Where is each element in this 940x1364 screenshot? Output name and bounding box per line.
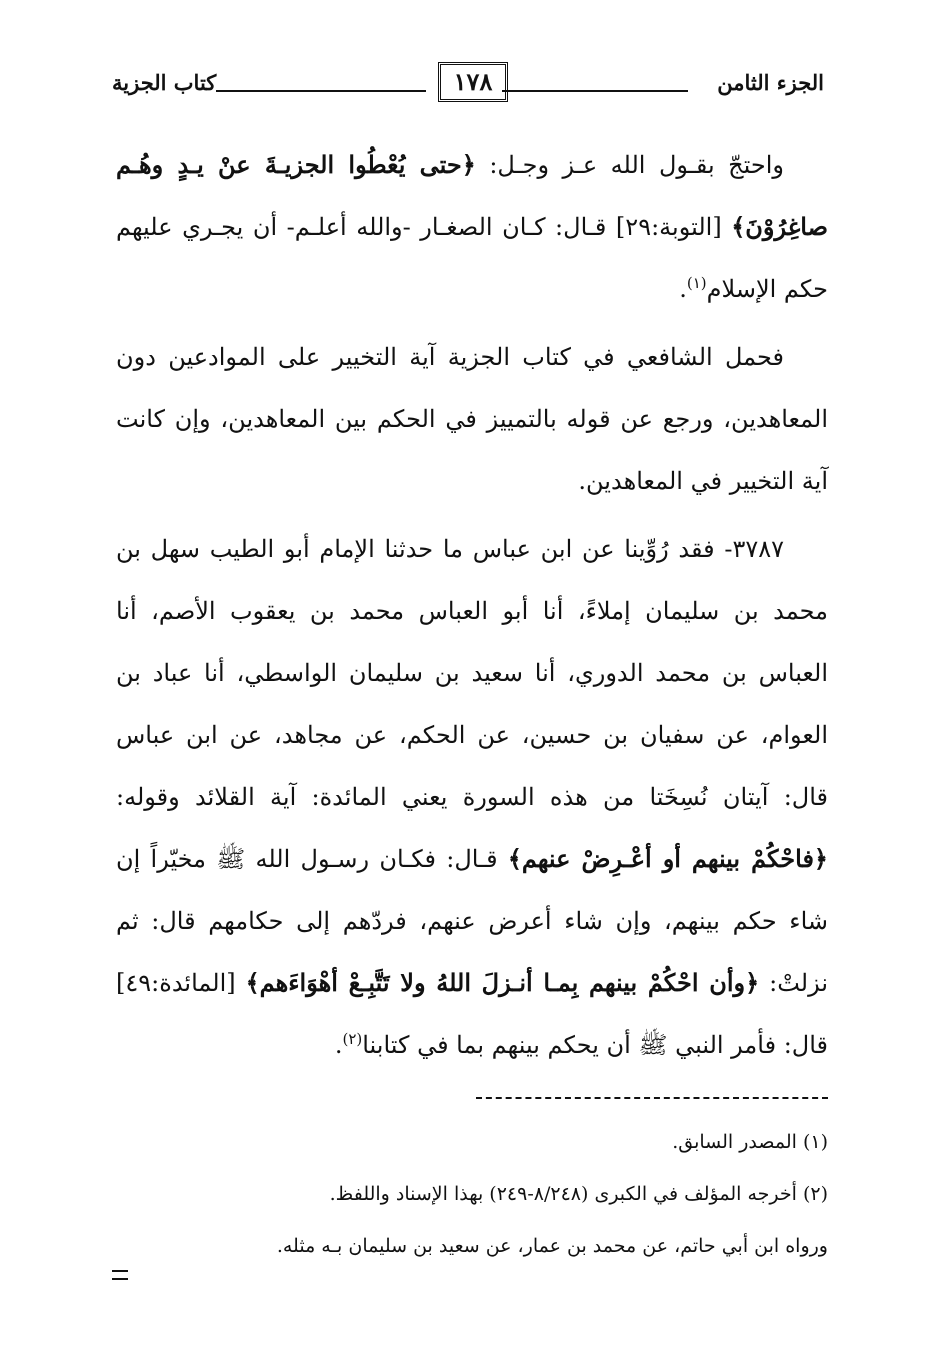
footnote-2-continuation: ورواه ابن أبي حاتم، عن محمد بن عمار، عن سعيد بن سليمان بـه مثله. (276, 1235, 828, 1257)
footnote-separator (476, 1097, 828, 1099)
paragraph-1 (116, 134, 828, 320)
quran-verse-maidah-1: ﴿فاحْكُمْ بينهم أو أعْـرِضْ عنهم﴾ (507, 844, 828, 873)
quran-verse-maidah-2: ﴿وأن احْكُمْ بينهم بِمـا أنـزلَ اللهُ ولا تَتَّبِـعْ أهْوَاءَهم﴾ (245, 968, 760, 997)
p3-end: . (334, 1031, 343, 1059)
quran-verse-tawbah: ﴿حتى يُعْطُوا الجزيـةَ عنْ يـدٍ وهُـم صاغِرُوْنَ﴾ (116, 150, 828, 241)
p3-part2: قـال: فكـان رسـول الله ﷺ مخيّراً إن شاء حكم بينهم، وإن شاء أعرض عنهم، فردّهم إلى حكامهم قال: ثم نزلتْ: (116, 845, 828, 997)
footnotes (116, 1116, 828, 1272)
volume-label: الجزء الثامن (717, 70, 824, 95)
page-number: ١٧٨ (438, 62, 508, 102)
paragraph-2: فحمل الشافعي في كتاب الجزية آية التخيير على الموادعين دون المعاهدين، ورجع عن قوله بالتمييز في الحكم بين المعاهدين، وإن كانت آية التخيير في المعاهدين. (116, 343, 828, 495)
book-title: كتاب الجزية (112, 70, 217, 95)
footnote-ref-2: (٢) (342, 1030, 363, 1048)
continuation-mark (112, 1270, 128, 1280)
header-rule-left (216, 90, 426, 92)
footnote-1: (١) المصدر السابق. (672, 1131, 828, 1153)
main-text (116, 134, 828, 1076)
p3-part1: ٣٧٨٧- فقد رُوِّينا عن ابن عباس ما حدثنا الإمام أبو الطيب سهل بن محمد بن سليمان إملاءً، أنا أبو العباس محمد بن يعقوب الأصم، أنا العباس بن محمد الدوري، أنا سعيد بن سليمان الواسطي، أنا عباد بن العوام، عن سفيان بن حسين، عن الحكم، عن مجاهد، عن ابن عباس قال: آيتان نُسِخَتا من هذه السورة يعني المائدة: آية القلائد وقوله: (116, 535, 828, 811)
footnote-ref-1: (١) (686, 274, 707, 292)
header-rule-right (502, 90, 688, 92)
running-header (112, 62, 824, 108)
p1-end: . (679, 275, 687, 303)
paragraph-3 (116, 518, 828, 1076)
p1-rest: [التوبة:٢٩] قـال: كـان الصغـار -والله أعلـم- أن يجـري عليهم حكم الإسلام (116, 213, 828, 303)
p1-intro: واحتجّ بقـول الله عـز وجـل: (475, 151, 785, 179)
p3-part3: [المائدة:٤٩] قال: فأمر النبي ﷺ أن يحكم بينهم بما في كتابنا (116, 969, 828, 1059)
footnote-2: (٢) أخرجه المؤلف في الكبرى (٨/٢٤٨-٢٤٩) بهذا الإسناد واللفظ. (329, 1183, 828, 1205)
